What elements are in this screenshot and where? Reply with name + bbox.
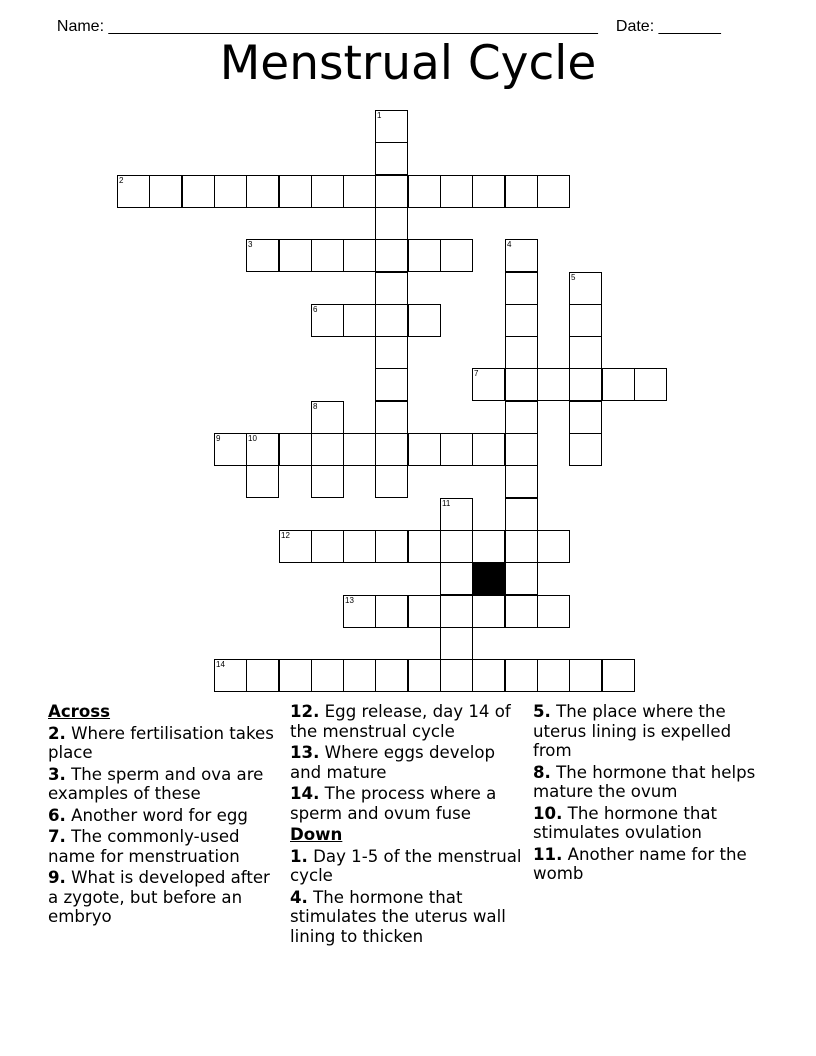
grid-cell[interactable] [343,659,376,692]
grid-cell[interactable] [375,175,408,208]
grid-cell[interactable] [440,433,473,466]
grid-cell[interactable] [279,659,312,692]
clue-number: 7 [474,369,479,378]
grid-cell[interactable] [117,175,150,208]
grid-cell[interactable] [375,465,408,498]
clue-number: 12 [281,531,290,540]
grid-cell[interactable] [408,304,441,337]
across-heading: Across [48,702,111,721]
down-heading: Down [290,825,343,844]
grid-cell[interactable] [343,530,376,563]
grid-cell[interactable] [569,433,602,466]
clue-column-1 [48,702,284,929]
clue-number: 3 [248,240,253,249]
grid-cell[interactable] [505,175,538,208]
grid-cell[interactable] [537,368,570,401]
grid-cell[interactable] [375,433,408,466]
clue-column-3 [533,702,763,886]
grid-cell[interactable] [537,175,570,208]
grid-cell[interactable] [505,304,538,337]
grid-cell[interactable] [472,530,505,563]
grid-cell[interactable] [149,175,182,208]
black-cell [472,562,505,595]
grid-cell[interactable] [375,530,408,563]
grid-cell[interactable] [440,175,473,208]
grid-cell[interactable] [505,239,538,272]
grid-cell[interactable] [440,595,473,628]
grid-cell[interactable] [505,562,538,595]
grid-cell[interactable] [505,401,538,434]
clue-column-2 [290,702,526,948]
grid-cell[interactable] [214,433,247,466]
grid-cell[interactable] [375,304,408,337]
date-field[interactable]: _______ [658,18,721,35]
clue-number: 14 [216,660,225,669]
grid-cell[interactable] [569,659,602,692]
grid-cell[interactable] [505,465,538,498]
grid-cell[interactable] [440,627,473,660]
grid-cell[interactable] [537,595,570,628]
grid-cell[interactable] [246,239,279,272]
clue-number: 6 [313,305,318,314]
clue-number: 13 [345,596,354,605]
grid-cell[interactable] [214,659,247,692]
clue-across-12: 12. Egg release, day 14 of the menstrual cycle [290,702,511,741]
grid-cell[interactable] [440,239,473,272]
clue-down-11: 11. Another name for the womb [533,844,747,883]
grid-cell[interactable] [311,304,344,337]
clue-number: 5 [571,273,576,282]
grid-cell[interactable] [182,175,215,208]
grid-cell[interactable] [279,433,312,466]
grid-cell[interactable] [569,368,602,401]
page-title: Menstrual Cycle [219,36,597,91]
grid-cell[interactable] [602,368,635,401]
grid-cell[interactable] [375,595,408,628]
clue-number: 1 [377,111,382,120]
grid-cell[interactable] [408,595,441,628]
grid-cell[interactable] [505,272,538,305]
grid-cell[interactable] [440,530,473,563]
grid-cell[interactable] [569,401,602,434]
clue-across-3: 3. The sperm and ova are examples of these [48,764,264,803]
grid-cell[interactable] [440,562,473,595]
grid-cell[interactable] [311,530,344,563]
grid-cell[interactable] [375,110,408,143]
grid-cell[interactable] [408,530,441,563]
grid-cell[interactable] [246,175,279,208]
grid-cell[interactable] [246,433,279,466]
grid-cell[interactable] [311,239,344,272]
clue-down-8: 8. The hormone that helps mature the ovum [533,762,756,801]
grid-cell[interactable] [311,465,344,498]
grid-cell[interactable] [472,659,505,692]
clue-down-1: 1. Day 1-5 of the menstrual cycle [290,846,522,885]
clue-number: 8 [313,402,318,411]
grid-cell[interactable] [214,175,247,208]
grid-cell[interactable] [246,659,279,692]
grid-cell[interactable] [311,659,344,692]
grid-cell[interactable] [472,433,505,466]
grid-cell[interactable] [375,336,408,369]
clue-down-10: 10. The hormone that stimulates ovulation [533,803,718,842]
grid-cell[interactable] [505,433,538,466]
grid-cell[interactable] [343,175,376,208]
grid-cell[interactable] [375,142,408,175]
name-field[interactable]: _______________________________________________________ [108,18,598,35]
grid-cell[interactable] [440,498,473,531]
grid-cell[interactable] [311,401,344,434]
grid-cell[interactable] [505,368,538,401]
grid-cell[interactable] [602,659,635,692]
grid-cell[interactable] [375,207,408,240]
grid-cell[interactable] [472,368,505,401]
clue-down-5: 5. The place where the uterus lining is expelled from [533,702,732,760]
clue-across-14: 14. The process where a sperm and ovum fuse [290,784,497,823]
clue-across-9: 9. What is developed after a zygote, but before an embryo [48,868,270,926]
grid-cell[interactable] [279,239,312,272]
grid-cell[interactable] [537,659,570,692]
clue-number: 9 [216,434,221,443]
grid-cell[interactable] [279,530,312,563]
clue-number: 10 [248,434,257,443]
grid-cell[interactable] [505,530,538,563]
grid-cell[interactable] [537,530,570,563]
clue-number: 4 [507,240,512,249]
grid-cell[interactable] [505,659,538,692]
grid-cell[interactable] [408,433,441,466]
clue-across-6: 6. Another word for egg [48,805,248,825]
grid-cell[interactable] [408,239,441,272]
clue-across-13: 13. Where eggs develop and mature [290,743,496,782]
grid-cell[interactable] [505,498,538,531]
grid-cell[interactable] [343,239,376,272]
grid-cell[interactable] [408,175,441,208]
clue-number: 11 [442,499,451,508]
grid-cell[interactable] [343,595,376,628]
clue-down-4: 4. The hormone that stimulates the uterus wall lining to thicken [290,887,506,946]
grid-cell[interactable] [311,175,344,208]
grid-cell[interactable] [569,304,602,337]
date-label: Date: [615,18,659,35]
grid-cell[interactable] [375,272,408,305]
grid-cell[interactable] [375,239,408,272]
clue-number: 2 [119,176,124,185]
grid-cell[interactable] [505,595,538,628]
grid-cell[interactable] [375,401,408,434]
grid-cell[interactable] [569,336,602,369]
grid-cell[interactable] [343,433,376,466]
grid-cell[interactable] [279,175,312,208]
clue-across-2: 2. Where fertilisation takes place [48,723,274,762]
grid-cell[interactable] [472,595,505,628]
grid-cell[interactable] [569,272,602,305]
grid-cell[interactable] [505,336,538,369]
grid-cell[interactable] [311,433,344,466]
grid-cell[interactable] [343,304,376,337]
name-label: Name: [56,18,109,35]
grid-cell[interactable] [246,465,279,498]
grid-cell[interactable] [408,659,441,692]
clue-across-7: 7. The commonly-used name for menstruation [48,827,240,866]
grid-cell[interactable] [440,659,473,692]
grid-cell[interactable] [634,368,667,401]
grid-cell[interactable] [472,175,505,208]
grid-cell[interactable] [375,659,408,692]
grid-cell[interactable] [375,368,408,401]
